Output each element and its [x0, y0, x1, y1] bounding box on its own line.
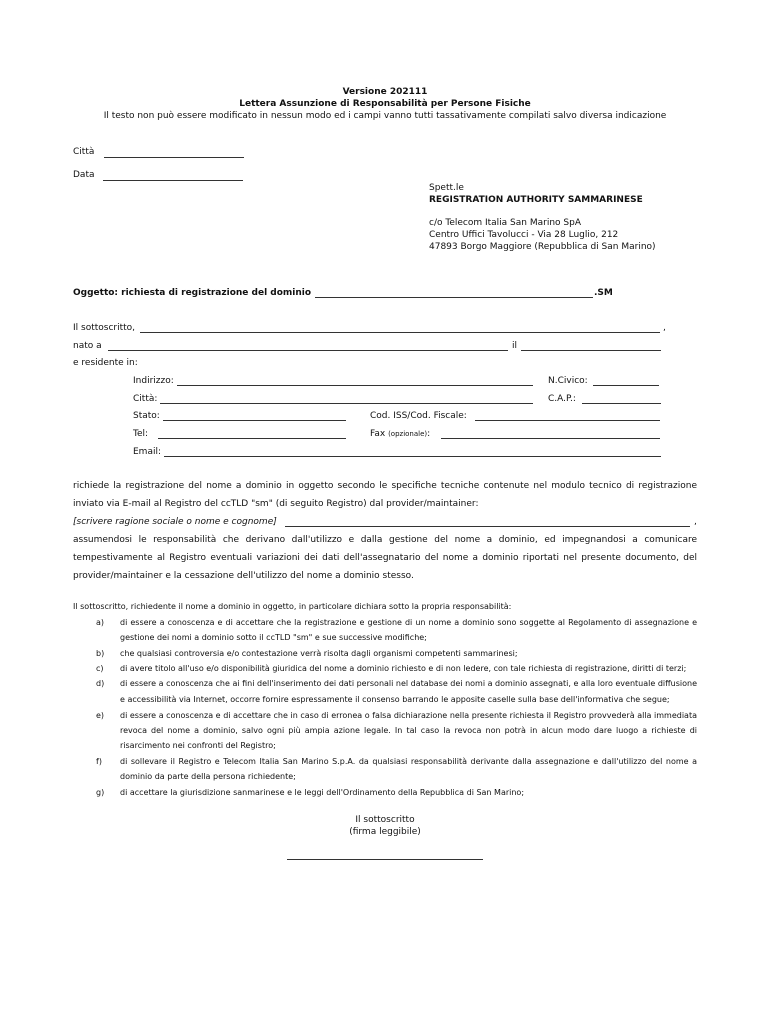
city-label: Città [73, 147, 95, 157]
undersigned-label: Il sottoscritto, [73, 323, 136, 333]
cap-label: C.A.P.: [548, 394, 576, 404]
declaration-text: di accettare la giurisdizione sanmarinese e le leggi dell'Ordinamento della Repubblica di San Marino; [120, 788, 525, 797]
declarations-intro: Il sottoscritto, richiedente il nome a dominio in oggetto, in particolare dichiara sotto la propria responsabilità: [73, 602, 512, 611]
declaration-letter: e) [96, 711, 105, 720]
fax-label: Fax (opzionale): [370, 429, 431, 439]
resident-label: e residente in: [73, 358, 138, 368]
subject-label: Oggetto: richiesta di registrazione del dominio [73, 288, 312, 298]
signature-sublabel: (firma leggibile) [349, 827, 421, 837]
state-field[interactable] [163, 420, 346, 421]
iss-label: Cod. ISS/Cod. Fiscale: [370, 411, 467, 421]
address-field[interactable] [177, 385, 533, 386]
paragraph-1-line-1: richiede la registrazione del nome a dominio in oggetto secondo le specifiche tecniche contenute nel modulo tecnico di registrazione [73, 481, 697, 491]
born-on-label: il [512, 341, 518, 351]
declaration-text: e accessibilità via Internet, occorre fornire espressamente il consenso barrando le apposite caselle sulla base dell'informativa che segue; [120, 695, 670, 704]
declaration-text: di essere a conoscenza e di accettare che la registrazione e gestione di un nome a dominio sono soggette al Regolamento di assegnazione e [120, 618, 697, 627]
declaration-letter: a) [96, 618, 105, 627]
declaration-letter: c) [96, 664, 104, 673]
city-field[interactable] [104, 157, 244, 158]
birthplace-field[interactable] [108, 350, 508, 351]
date-field[interactable] [103, 180, 243, 181]
iss-field[interactable] [475, 420, 660, 421]
email-field[interactable] [164, 456, 661, 457]
declaration-text: revoca del nome a dominio, salvo ogni più ampia azione legale. In tal caso la revoca non potrà in alcun modo dare luogo a richieste di [120, 726, 697, 735]
fax-field[interactable] [441, 438, 660, 439]
signature-field[interactable] [287, 859, 483, 860]
document-title: Lettera Assunzione di Responsabilità per Persone Fisiche [239, 99, 531, 109]
declaration-letter: g) [96, 788, 105, 797]
tel-label: Tel: [133, 429, 149, 439]
signature-label: Il sottoscritto [355, 815, 415, 825]
date-label: Data [73, 170, 95, 180]
recipient-address-line3: 47893 Borgo Maggiore (Repubblica di San Marino) [429, 242, 656, 252]
birthdate-field[interactable] [521, 350, 661, 351]
paragraph-2-line-1: assumendosi le responsabilità che derivano dall'utilizzo e dalla gestione del nome a dominio, ed impegnandosi a comunicare [73, 535, 697, 545]
declaration-text: gestione dei nomi a dominio sotto il ccTLD "sm" e sue successive modifiche; [120, 633, 427, 642]
version-label: Versione 202111 [342, 87, 428, 97]
cap-field[interactable] [582, 403, 661, 404]
declaration-text: dominio da parte della persona richiedente; [120, 772, 296, 781]
address-label: Indirizzo: [133, 376, 174, 386]
city2-label: Città: [133, 394, 158, 404]
city2-field[interactable] [160, 403, 533, 404]
declaration-text: di essere a conoscenza e di accettare che in caso di erronea o falsa dichiarazione nella presente richiesta il Registro provvederà alla immediata [120, 711, 697, 720]
civic-label: N.Civico: [548, 376, 588, 386]
domain-name-field[interactable] [315, 297, 593, 298]
document-subtitle: Il testo non può essere modificato in nessun modo ed i campi vanno tutti tassativamente compilati salvo diversa indicazione [103, 111, 667, 121]
paragraph-1-line-2: inviato via E-mail al Registro del ccTLD "sm" (di seguito Registro) dal provider/maintainer: [73, 499, 479, 509]
provider-placeholder: [scrivere ragione sociale o nome e cognome] [73, 517, 277, 527]
recipient-salutation: Spett.le [429, 183, 464, 193]
tel-field[interactable] [158, 438, 346, 439]
recipient-name: REGISTRATION AUTHORITY SAMMARINESE [429, 195, 643, 205]
declaration-text: di sollevare il Registro e Telecom Italia San Marino S.p.A. da qualsiasi responsabilità derivante dalla assegnazione e dall'utilizzo del nome a [120, 757, 697, 766]
undersigned-name-field[interactable] [140, 332, 660, 333]
born-label: nato a [73, 341, 102, 351]
paragraph-2-line-3: provider/maintainer e la cessazione dell'utilizzo del nome a dominio stesso. [73, 571, 414, 581]
declaration-text: risarcimento nei confronti del Registro; [120, 741, 276, 750]
declaration-letter: b) [96, 649, 105, 658]
recipient-address-line2: Centro Uffici Tavolucci - Via 28 Luglio, 212 [429, 230, 619, 240]
subject-suffix: .SM [594, 288, 613, 298]
civic-field[interactable] [593, 385, 659, 386]
declaration-text: che qualsiasi controversia e/o contestazione verrà risolta dagli organismi competenti sammarinesi; [120, 649, 518, 658]
fax-optional-note: (opzionale) [388, 430, 428, 438]
recipient-address-line1: c/o Telecom Italia San Marino SpA [429, 218, 581, 228]
declaration-letter: d) [96, 679, 105, 688]
paragraph-2-line-2: tempestivamente al Registro eventuali variazioni dei dati dell'assegnatario del nome a dominio riportati nel presente documento, del [73, 553, 697, 563]
declaration-text: di avere titolo all'uso e/o disponibilità giuridica del nome a dominio richiesto e di non ledere, con tale richiesta di registrazione, diritti di terzi; [120, 664, 687, 673]
declaration-letter: f) [96, 757, 102, 766]
declaration-text: di essere a conoscenza che ai fini dell'inserimento dei dati personali nel database dei nomi a dominio assegnati, e alla loro eventuale diffusione [120, 679, 697, 688]
provider-field[interactable] [285, 526, 690, 527]
email-label: Email: [133, 447, 162, 457]
state-label: Stato: [133, 411, 160, 421]
